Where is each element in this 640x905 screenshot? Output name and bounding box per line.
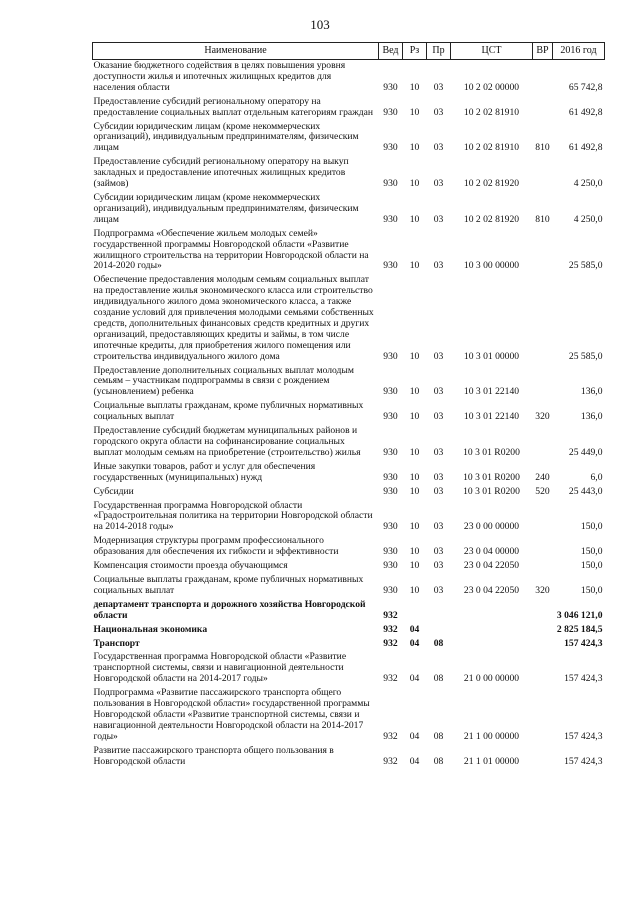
- cell-cst: 21 0 00 00000: [463, 673, 520, 685]
- cell-cst: 21 1 00 00000: [463, 730, 520, 742]
- cell-sum: 150,0: [580, 560, 603, 572]
- cell-ved: 930: [383, 584, 398, 596]
- header-ved: Вед: [379, 43, 403, 60]
- cell-ved: 930: [383, 213, 398, 225]
- cell-rz: 04: [409, 755, 420, 767]
- cell-ved: 930: [383, 446, 398, 458]
- cell-cst: 23 0 04 00000: [463, 546, 520, 558]
- cell-sum: 25 585,0: [568, 350, 603, 362]
- cell-ved: 930: [383, 106, 398, 118]
- cell-vr: [533, 560, 553, 574]
- table-row: [93, 400, 605, 425]
- cell-pr: 03: [433, 471, 444, 483]
- cell-vr: [533, 745, 553, 770]
- cell-ved: 930: [383, 485, 398, 497]
- cell-pr: 03: [433, 178, 444, 190]
- cell-rz: 10: [409, 471, 420, 483]
- table-header-row: [93, 43, 605, 60]
- cell-rz: 04: [409, 623, 420, 635]
- cell-vr: 320: [535, 584, 550, 596]
- cell-sum: 150,0: [580, 584, 603, 596]
- cell-sum: 25 443,0: [568, 485, 603, 497]
- cell-vr: [533, 638, 553, 652]
- cell-pr: [427, 599, 451, 624]
- cell-vr: [533, 624, 553, 638]
- cell-rz: 04: [409, 637, 420, 649]
- table-body: [93, 60, 605, 770]
- cell-rz: 10: [409, 546, 420, 558]
- table-row: [93, 651, 605, 687]
- header-pr: Пр: [427, 43, 451, 60]
- cell-sum: 150,0: [580, 546, 603, 558]
- cell-pr: 03: [433, 560, 444, 572]
- cell-vr: 320: [535, 411, 550, 423]
- cell-name: Обеспечение предоставления молодым семьям социальных выплат на предоставление жилья экономического класса или строительство индивидуального жилого дома экономического класса, а также создание условий для привлечения молодыми семьями собственных средств, дополнительных финансовых средств кредитных и других организаций, предоставляющих кредиты и займы, в том числе ипотечные кредиты, для приобретения жилого помещения или строительства индивидуального жилого дома: [93, 274, 374, 362]
- table-row: [93, 96, 605, 121]
- cell-sum: 25 585,0: [568, 260, 603, 272]
- cell-name: Субсидии юридическим лицам (кроме некоммерческих организаций), индивидуальным предпринимателям, физическим лицам: [93, 191, 359, 225]
- cell-rz: 10: [409, 411, 420, 423]
- cell-rz: 10: [409, 521, 420, 533]
- cell-pr: 08: [433, 755, 444, 767]
- cell-pr: 03: [433, 546, 444, 558]
- cell-name: Оказание бюджетного содействия в целях повышения уровня доступности жилья и ипотечных жилищных кредитов для населения области: [93, 60, 346, 93]
- cell-ved: 930: [383, 546, 398, 558]
- cell-name: Государственная программа Новгородской области «Развитие транспортной системы, связи и навигационной деятельности Новгородской области на 2014-2017 годы»: [93, 651, 347, 685]
- table-row: [93, 624, 605, 638]
- cell-ved: 930: [383, 260, 398, 272]
- table-row: [93, 599, 605, 624]
- table-row: [93, 192, 605, 228]
- cell-ved: 932: [383, 623, 398, 635]
- table-row: [93, 274, 605, 364]
- cell-cst: 10 3 01 22140: [463, 386, 520, 398]
- cell-name: Подпрограмма «Развитие пассажирского транспорта общего пользования в Новгородской области» государственной программы Новгородской области «Развитие транспортной системы, связи и навигационной деятельности Новгородской области на 2014-2017 годы»: [93, 687, 370, 742]
- cell-rz: 10: [409, 350, 420, 362]
- cell-rz: 10: [409, 106, 420, 118]
- cell-rz: 10: [409, 485, 420, 497]
- cell-pr: 03: [433, 521, 444, 533]
- cell-cst: 10 3 01 R0200: [463, 485, 520, 497]
- cell-pr: 03: [433, 350, 444, 362]
- cell-rz: 04: [409, 730, 420, 742]
- cell-vr: [533, 599, 553, 624]
- cell-cst: 21 1 01 00000: [463, 755, 520, 767]
- cell-vr: [533, 156, 553, 192]
- cell-ved: 932: [383, 637, 398, 649]
- cell-vr: [533, 96, 553, 121]
- cell-cst: 10 3 01 00000: [463, 350, 520, 362]
- cell-name: Развитие пассажирского транспорта общего пользования в Новгородской области: [93, 744, 334, 767]
- cell-pr: 03: [433, 106, 444, 118]
- cell-name: Предоставление субсидий региональному оператору на предоставление социальных выплат отдельным категориям граждан: [93, 95, 374, 118]
- cell-rz: 10: [409, 560, 420, 572]
- cell-rz: [403, 599, 427, 624]
- cell-sum: 157 424,3: [564, 730, 603, 742]
- table-row: [93, 60, 605, 96]
- table-row: [93, 745, 605, 770]
- table-row: [93, 365, 605, 401]
- table-row: [93, 461, 605, 486]
- cell-sum: 136,0: [580, 386, 603, 398]
- cell-sum: 6,0: [590, 471, 603, 483]
- cell-name: департамент транспорта и дорожного хозяйства Новгородской области: [93, 598, 366, 621]
- table-row: [93, 156, 605, 192]
- cell-pr: 08: [433, 730, 444, 742]
- cell-vr: [533, 60, 553, 96]
- cell-ved: 930: [383, 81, 398, 93]
- cell-rz: 10: [409, 178, 420, 190]
- cell-sum: 4 250,0: [573, 213, 603, 225]
- cell-pr: 03: [433, 584, 444, 596]
- cell-sum: 157 424,3: [564, 637, 603, 649]
- page-number: 103: [310, 17, 330, 32]
- table-row: [93, 486, 605, 500]
- cell-sum: 2 825 184,5: [556, 623, 603, 635]
- budget-table: [92, 42, 605, 769]
- cell-rz: 10: [409, 584, 420, 596]
- table-row: [93, 574, 605, 599]
- cell-pr: 03: [433, 213, 444, 225]
- cell-vr: 520: [535, 485, 550, 497]
- cell-sum: 157 424,3: [564, 673, 603, 685]
- cell-rz: 10: [409, 142, 420, 154]
- table-row: [93, 228, 605, 275]
- table-row: [93, 687, 605, 745]
- cell-sum: 150,0: [580, 521, 603, 533]
- cell-name: Предоставление субсидий бюджетам муниципальных районов и городского округа области на софинансирование социальных выплат молодым семьям на приобретение (строительство) жилья: [93, 425, 361, 458]
- cell-pr: 03: [433, 142, 444, 154]
- cell-cst: [451, 599, 533, 624]
- cell-name: Предоставление дополнительных социальных выплат молодым семьям – участникам подпрограммы в связи с рождением (усыновлением) ребенка: [93, 364, 354, 398]
- cell-name: Иные закупки товаров, работ и услуг для обеспечения государственных (муниципальных) нужд: [93, 460, 316, 483]
- cell-vr: [533, 651, 553, 687]
- cell-name: Национальная экономика: [93, 623, 208, 635]
- cell-vr: [533, 500, 553, 536]
- cell-sum: 4 250,0: [573, 178, 603, 190]
- cell-rz: 10: [409, 213, 420, 225]
- cell-sum: 61 492,8: [568, 142, 603, 154]
- cell-name: Компенсация стоимости проезда обучающимся: [93, 560, 288, 572]
- header-cst: ЦСТ: [451, 43, 533, 60]
- cell-rz: 10: [409, 81, 420, 93]
- cell-cst: [451, 624, 533, 638]
- cell-ved: 930: [383, 142, 398, 154]
- cell-rz: 04: [409, 673, 420, 685]
- table-row: [93, 560, 605, 574]
- cell-cst: 10 2 02 81910: [463, 142, 520, 154]
- cell-vr: 240: [535, 471, 550, 483]
- cell-vr: 810: [535, 142, 550, 154]
- header-rz: Рз: [403, 43, 427, 60]
- table-row: [93, 535, 605, 560]
- cell-name: Социальные выплаты гражданам, кроме публичных нормативных социальных выплат: [93, 400, 364, 423]
- cell-cst: 23 0 00 00000: [463, 521, 520, 533]
- cell-rz: 10: [409, 446, 420, 458]
- cell-ved: 932: [383, 730, 398, 742]
- table-row: [93, 121, 605, 157]
- cell-cst: 10 3 01 R0200: [463, 471, 520, 483]
- table-row: [93, 425, 605, 461]
- cell-cst: 10 3 01 R0200: [463, 446, 520, 458]
- cell-sum: 65 742,8: [568, 81, 603, 93]
- table-row: [93, 500, 605, 536]
- cell-rz: 10: [409, 386, 420, 398]
- cell-ved: 930: [383, 471, 398, 483]
- cell-cst: 10 2 02 81920: [463, 178, 520, 190]
- cell-cst: 23 0 04 22050: [463, 560, 520, 572]
- cell-cst: 10 3 00 00000: [463, 260, 520, 272]
- cell-ved: 932: [383, 755, 398, 767]
- cell-pr: 03: [433, 446, 444, 458]
- cell-sum: 136,0: [580, 411, 603, 423]
- cell-name: Социальные выплаты гражданам, кроме публичных нормативных социальных выплат: [93, 573, 364, 596]
- cell-pr: 08: [433, 637, 444, 649]
- cell-pr: 03: [433, 81, 444, 93]
- header-vr: ВР: [533, 43, 553, 60]
- cell-pr: 03: [433, 260, 444, 272]
- cell-cst: [451, 638, 533, 652]
- table-row: [93, 638, 605, 652]
- cell-cst: 10 2 02 81910: [463, 106, 520, 118]
- cell-name: Подпрограмма «Обеспечение жильем молодых семей» государственной программы Новгородской области «Развитие жилищного строительства на территории Новгородской области на 2014-2020 годы»: [93, 227, 369, 272]
- cell-vr: 810: [535, 213, 550, 225]
- cell-ved: 930: [383, 386, 398, 398]
- cell-cst: 10 3 01 22140: [463, 411, 520, 423]
- header-year: 2016 год: [553, 43, 605, 60]
- cell-ved: 930: [383, 178, 398, 190]
- cell-vr: [533, 425, 553, 461]
- cell-name: Субсидии юридическим лицам (кроме некоммерческих организаций), индивидуальным предпринимателям, физическим лицам: [93, 120, 359, 154]
- cell-ved: 932: [383, 609, 398, 621]
- cell-cst: 23 0 04 22050: [463, 584, 520, 596]
- cell-sum: 25 449,0: [568, 446, 603, 458]
- cell-ved: 930: [383, 560, 398, 572]
- cell-ved: 930: [383, 411, 398, 423]
- cell-name: Государственная программа Новгородской области «Градостроительная политика на территории Новгородской области на 2014-2018 годы»: [93, 499, 373, 533]
- cell-name: Субсидии: [93, 485, 134, 497]
- cell-vr: [533, 687, 553, 745]
- cell-sum: 3 046 121,0: [556, 609, 603, 621]
- cell-ved: 930: [383, 350, 398, 362]
- cell-ved: 930: [383, 521, 398, 533]
- cell-ved: 932: [383, 673, 398, 685]
- cell-name: Модернизация структуры программ профессионального образования для обеспечения их гибкости и эффективности: [93, 535, 339, 558]
- cell-pr: 03: [433, 411, 444, 423]
- header-name: Наименование: [93, 43, 379, 60]
- cell-name: Транспорт: [93, 637, 140, 649]
- cell-cst: 10 2 02 00000: [463, 81, 520, 93]
- cell-vr: [533, 274, 553, 364]
- cell-vr: [533, 228, 553, 275]
- cell-pr: 08: [433, 673, 444, 685]
- cell-pr: 03: [433, 485, 444, 497]
- cell-name: Предоставление субсидий региональному оператору на выкуп закладных и предоставление ипотечных жилищных кредитов (займов): [93, 156, 349, 190]
- cell-vr: [533, 535, 553, 560]
- cell-vr: [533, 365, 553, 401]
- cell-sum: 157 424,3: [564, 755, 603, 767]
- cell-pr: [427, 624, 451, 638]
- cell-sum: 61 492,8: [568, 106, 603, 118]
- cell-pr: 03: [433, 386, 444, 398]
- cell-cst: 10 2 02 81920: [463, 213, 520, 225]
- cell-rz: 10: [409, 260, 420, 272]
